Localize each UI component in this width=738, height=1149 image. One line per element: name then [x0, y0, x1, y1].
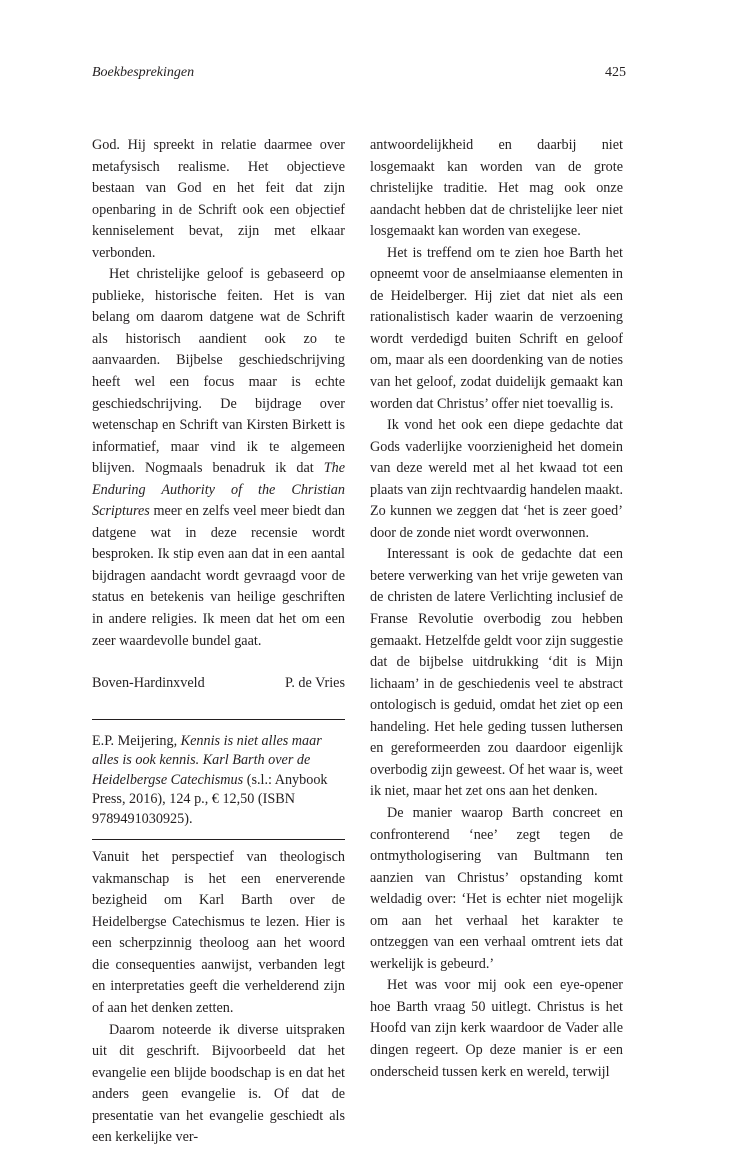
divider-bottom — [92, 839, 345, 840]
divider-top — [92, 719, 345, 720]
paragraph: Ik vond het ook een diepe gedachte dat Gods vaderlijke voorzienigheid het domein van deze wereld met al het kwaad tot een plaats van zijn rechtvaardig handelen maakt. Zo kunnen we zeggen dat ‘het is zeer goed’ door de zonde niet wordt overwonnen. — [370, 417, 623, 541]
biblio-title: Kennis is niet alles maar alles is ook kennis. Karl Barth over de Heidelbergse Catechismus — [92, 732, 322, 788]
biblio-author: E.P. Meijering, — [92, 732, 181, 749]
biblio-details: (s.l.: Anybook Press, 2016), 124 p., € 12,50 (ISBN 9789491030925). — [92, 771, 328, 827]
paragraph: antwoordelijkheid en daarbij niet losgemaakt kan worden van de grote christelijke traditie. Het mag ook onze aandacht hebben dat de christelijke leer niet losgemaakt kan worden van exegese. — [370, 137, 623, 240]
right-column — [370, 135, 623, 1083]
paragraph-text: Het christelijke geloof is gebaseerd op publieke, historische feiten. Het is van belang om daarom datgene wat de Schrift als historisch aandient ook zo te aanvaarden. Bijbelse geschiedschrijving heeft wel een focus maar is echte geschiedschrijving. De bijdrage over wetenschap en Schrift van Kirsten Birkett is informatief, maar vind ik te algemeen blijven. Nogmaals benadruk ik dat — [92, 266, 345, 477]
paragraph: Het is treffend om te zien hoe Barth het opneemt voor de anselmiaanse elementen in de Heidelberger. Hij ziet dat niet als een rationalistisch kader waarin de verzoening wordt verdedigd buiten Schrift en geloof om, maar als een doordenking van de noties van het geloof, zodat duidelijk gemaakt kan worden dat Christus’ offer niet toevallig is. — [370, 244, 623, 412]
reviewer-signature — [92, 673, 345, 695]
book-title-italic: The Enduring Authority of the Christian Scriptures — [92, 460, 345, 520]
paragraph — [92, 264, 345, 652]
section-title: Boekbesprekingen — [92, 65, 195, 80]
page-number: 425 — [605, 65, 626, 80]
left-column — [92, 135, 345, 1149]
paragraph: Daarom noteerde ik diverse uitspraken uit dit geschrift. Bijvoorbeeld dat het evangelie een blijde boodschap is en dat het anders geen evangelie is. Of dat de presentatie van het evangelie geschiedt als een kerkelijke ver- — [92, 1021, 345, 1146]
paragraph: God. Hij spreekt in relatie daarmee over metafysisch realisme. Het objectieve bestaan van God en het feit dat zijn openbaring in de Schrift ook een objectief kenniselement bevat, zijn met elkaar verbonden. — [92, 137, 345, 261]
paragraph: Het was voor mij ook een eye-opener hoe Barth vraag 50 uitlegt. Christus is het Hoofd van zijn kerk waardoor de Vader alle dingen regeert. Op deze manier is er een onderscheid tussen kerk en wereld, terwijl — [370, 977, 623, 1080]
paragraph: Vanuit het perspectief van theologisch vakmanschap is het een enerverende bezigheid om Karl Barth over de Heidelbergse Catechismus te lezen. Hier is een scherpzinnig theoloog aan het woord die consequenties aanwijst, verbanden legt en interpretaties geeft die verhelderend zijn of aan het denken zetten. — [92, 849, 345, 1016]
paragraph: De manier waarop Barth concreet en confronterend ‘nee’ zegt tegen de ontmythologisering van Bultmann ten aanzien van Christus’ opstanding komt weldadig over: ‘Het is echter niet mogelijk om aan het verhaal het karakter te ontzeggen van een verhaal omtrent iets dat werkelijk is gebeurd.’ — [370, 804, 623, 972]
paragraph: Interessant is ook de gedachte dat een betere verwerking van het vrije geweten van de christen de latere Verlichting inclusief de Franse Revolutie overbodig zou hebben gemaakt. Hetzelfde geldt voor zijn suggestie dat de bijbelse uitdrukking ‘dit is Mijn lichaam’ in de geschiedenis veel te abstract ontologisch is geduid, omdat het ziet op een handeling. Het hele geding tussen luthersen en gereformeerden zou daardoor eigenlijk overbodig zijn geweest. Of het waar is, weet ik niet, maar het zet ons aan het denken. — [370, 546, 623, 800]
paragraph-text: meer en zelfs veel meer biedt dan datgene wat in deze recensie wordt besproken. Ik stip even aan dat in een aantal bijdragen aandacht wordt gevraagd voor de status en betekenis van heilige geschriften in andere religies. Ik meen dat het om een zeer waardevolle bundel gaat. — [92, 503, 345, 649]
running-head — [92, 64, 626, 82]
bibliographic-entry — [92, 732, 345, 840]
signature-place: Boven-Hardinxveld — [92, 675, 205, 692]
signature-name: P. de Vries — [285, 675, 345, 692]
